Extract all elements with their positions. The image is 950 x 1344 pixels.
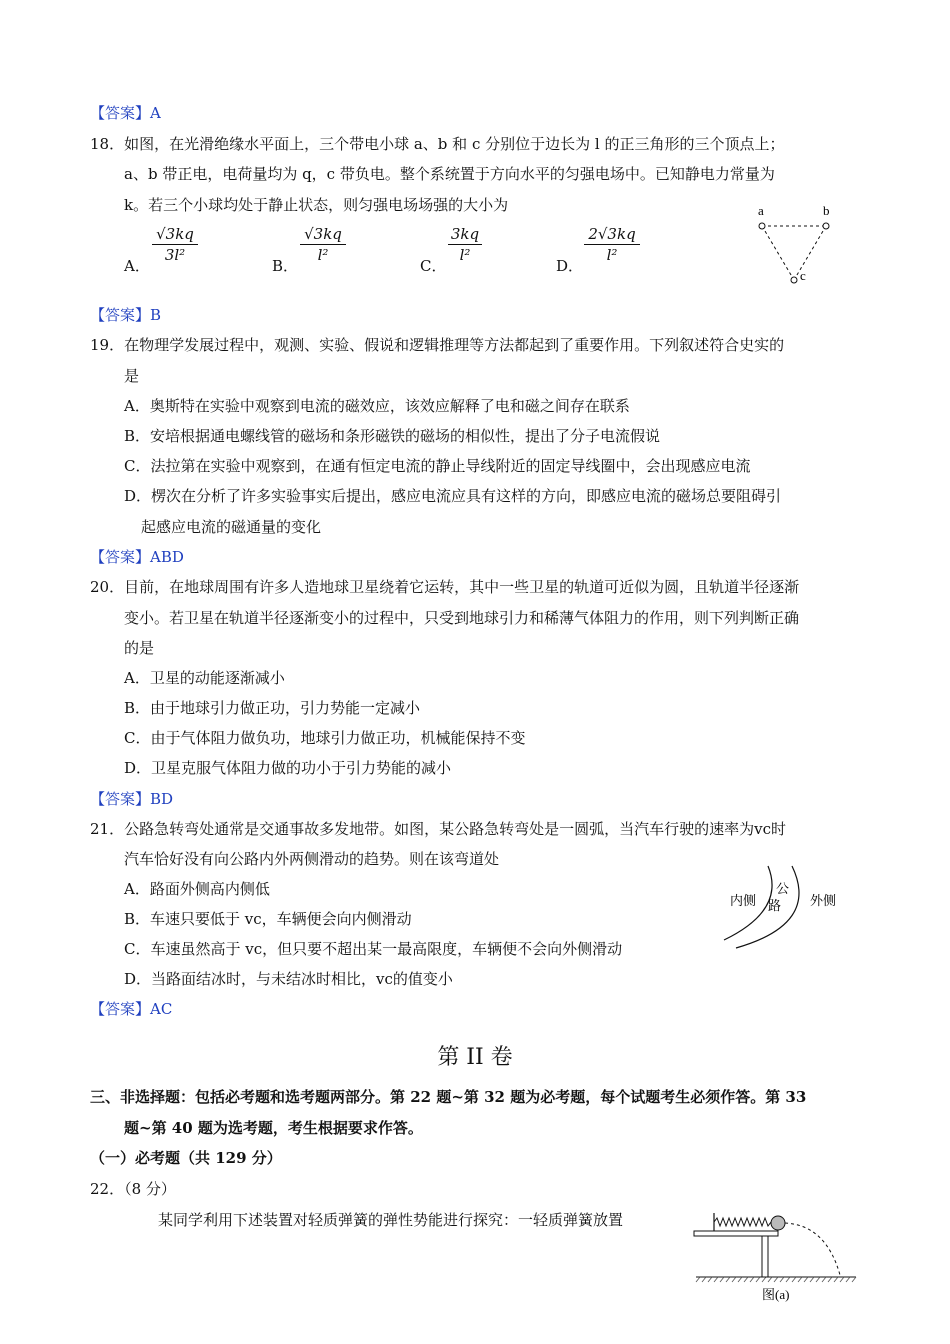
q19-option-a: A．奥斯特在实验中观察到电流的磁效应，该效应解释了电和磁之间存在联系 bbox=[124, 397, 630, 415]
q18-option-b-fraction bbox=[300, 225, 346, 264]
q18-option-a-label: A． bbox=[124, 257, 150, 275]
label-road-2: 路 bbox=[768, 898, 782, 913]
q19-option-c: C．法拉第在实验中观察到，在通有恒定电流的静止导线附近的固定导线圈中，会出现感应电流 bbox=[124, 457, 751, 475]
q18-line1: 18．如图，在光滑绝缘水平面上，三个带电小球 a、b 和 c 分别位于边长为 l 的正三角形的三个顶点上； bbox=[90, 135, 785, 153]
answer-20 bbox=[90, 789, 173, 809]
label-b: b bbox=[823, 203, 830, 218]
answer-19 bbox=[90, 547, 184, 567]
q21-option-a: A．路面外侧高内侧低 bbox=[124, 880, 270, 898]
q18-option-c-label: C． bbox=[420, 257, 447, 275]
answer-17 bbox=[90, 103, 161, 123]
q20-option-a: A．卫星的动能逐渐减小 bbox=[124, 669, 285, 687]
q22-line1: 22．（8 分） bbox=[90, 1180, 176, 1198]
q20-option-b: B．由于地球引力做正功，引力势能一定减小 bbox=[124, 699, 421, 717]
charge-b bbox=[823, 223, 829, 229]
answer-prefix: 【答案】 bbox=[90, 1000, 151, 1018]
answer-prefix: 【答案】 bbox=[90, 306, 151, 324]
fraction-denominator: l² bbox=[606, 246, 618, 264]
q19-option-d-line1: D．楞次在分析了许多实验事实后提出，感应电流应具有这样的方向，即感应电流的磁场总要阻碍引 bbox=[124, 487, 782, 505]
answer-prefix: 【答案】 bbox=[90, 104, 151, 122]
q18-option-d-fraction bbox=[584, 225, 640, 264]
answer-value: AC bbox=[150, 1000, 173, 1018]
ball-trajectory bbox=[785, 1223, 840, 1275]
q20-line2: 变小。若卫星在轨道半径逐渐变小的过程中，只受到地球引力和稀薄气体阻力的作用，则下列判断正确 bbox=[124, 609, 800, 627]
triangle-edge-bc bbox=[794, 226, 826, 280]
fraction-denominator: l² bbox=[459, 246, 471, 264]
triangle-charges-figure bbox=[748, 200, 848, 290]
q19-option-b: B．安培根据通电螺线管的磁场和条形磁铁的磁场的相似性，提出了分子电流假说 bbox=[124, 427, 661, 445]
q19-line2: 是 bbox=[124, 367, 140, 385]
answer-prefix: 【答案】 bbox=[90, 790, 151, 808]
q21-option-c: C．车速虽然高于 vc，但只要不超出某一最高限度，车辆便不会向外侧滑动 bbox=[124, 940, 623, 958]
answer-value: B bbox=[150, 306, 162, 324]
q22-line2: 某同学利用下述装置对轻质弹簧的弹性势能进行探究：一轻质弹簧放置 bbox=[158, 1211, 624, 1229]
required-section-heading: （一）必考题（共 129 分） bbox=[90, 1149, 282, 1167]
charge-a bbox=[759, 223, 765, 229]
charge-c bbox=[791, 277, 797, 283]
answer-21 bbox=[90, 999, 172, 1019]
fraction-numerator: √3kq bbox=[152, 225, 198, 245]
label-a: a bbox=[758, 203, 764, 218]
q20-option-c: C．由于气体阻力做负功，地球引力做正功，机械能保持不变 bbox=[124, 729, 526, 747]
q18-option-d-label: D． bbox=[556, 257, 584, 275]
q18-option-b-label: B． bbox=[272, 257, 299, 275]
label-inner-side: 内侧 bbox=[730, 893, 757, 908]
triangle-edge-ac bbox=[762, 226, 794, 280]
fraction-denominator: 3l² bbox=[164, 246, 186, 264]
q20-line1: 20．目前，在地球周围有许多人造地球卫星绕着它运转，其中一些卫星的轨道可近似为圆，且轨道半径逐渐 bbox=[90, 578, 800, 596]
figure-caption: 图(a) bbox=[762, 1287, 790, 1302]
label-road-1: 公 bbox=[776, 881, 790, 896]
q21-option-b: B．车速只要低于 vc，车辆便会向内侧滑动 bbox=[124, 910, 412, 928]
q18-option-a-fraction bbox=[152, 225, 198, 264]
table-leg bbox=[762, 1236, 768, 1277]
q21-option-d: D．当路面结冰时，与未结冰时相比，vc的值变小 bbox=[124, 970, 453, 988]
q21-line1: 21．公路急转弯处通常是交通事故多发地带。如图，某公路急转弯处是一圆弧，当汽车行驶的速率为vc时 bbox=[90, 820, 786, 838]
section-title: 第 II 卷 bbox=[437, 1045, 513, 1070]
road-curve-figure bbox=[720, 860, 850, 950]
part3-line1: 三、非选择题：包括必考题和选考题两部分。第 22 题~第 32 题为必考题，每个试题考生必须作答。第 33 bbox=[90, 1088, 807, 1106]
answer-18 bbox=[90, 305, 161, 325]
answer-value: A bbox=[150, 104, 161, 122]
fraction-numerator: √3kq bbox=[300, 225, 346, 245]
fraction-numerator: 2√3kq bbox=[584, 225, 640, 245]
q19-line1: 19．在物理学发展过程中，观测、实验、假说和逻辑推理等方法都起到了重要作用。下列叙述符合史实的 bbox=[90, 336, 785, 354]
q20-line3: 的是 bbox=[124, 639, 155, 657]
q18-line3: k。若三个小球均处于静止状态，则匀强电场场强的大小为 bbox=[124, 196, 509, 214]
q19-option-d-line2: 起感应电流的磁通量的变化 bbox=[141, 518, 322, 536]
label-outer-side: 外侧 bbox=[810, 893, 837, 908]
q18-line2: a、b 带正电，电荷量均为 q，c 带负电。整个系统置于方向水平的匀强电场中。已知静电力常量为 bbox=[124, 165, 775, 183]
q18-option-c-fraction bbox=[448, 225, 482, 264]
part3-line2: 题~第 40 题为选考题，考生根据要求作答。 bbox=[124, 1119, 423, 1137]
label-c: c bbox=[800, 268, 806, 283]
answer-value: ABD bbox=[150, 548, 184, 566]
q20-option-d: D．卫星克服气体阻力做的功小于引力势能的减小 bbox=[124, 759, 452, 777]
table-top bbox=[694, 1231, 778, 1236]
spring-apparatus-figure bbox=[690, 1205, 860, 1305]
ball bbox=[771, 1216, 785, 1230]
ground-hatch bbox=[696, 1277, 856, 1282]
spring bbox=[714, 1218, 771, 1226]
fraction-denominator: l² bbox=[317, 246, 329, 264]
q21-line2: 汽车恰好没有向公路内外两侧滑动的趋势。则在该弯道处 bbox=[124, 850, 500, 868]
fraction-numerator: 3kq bbox=[448, 225, 482, 245]
answer-value: BD bbox=[150, 790, 174, 808]
answer-prefix: 【答案】 bbox=[90, 548, 151, 566]
